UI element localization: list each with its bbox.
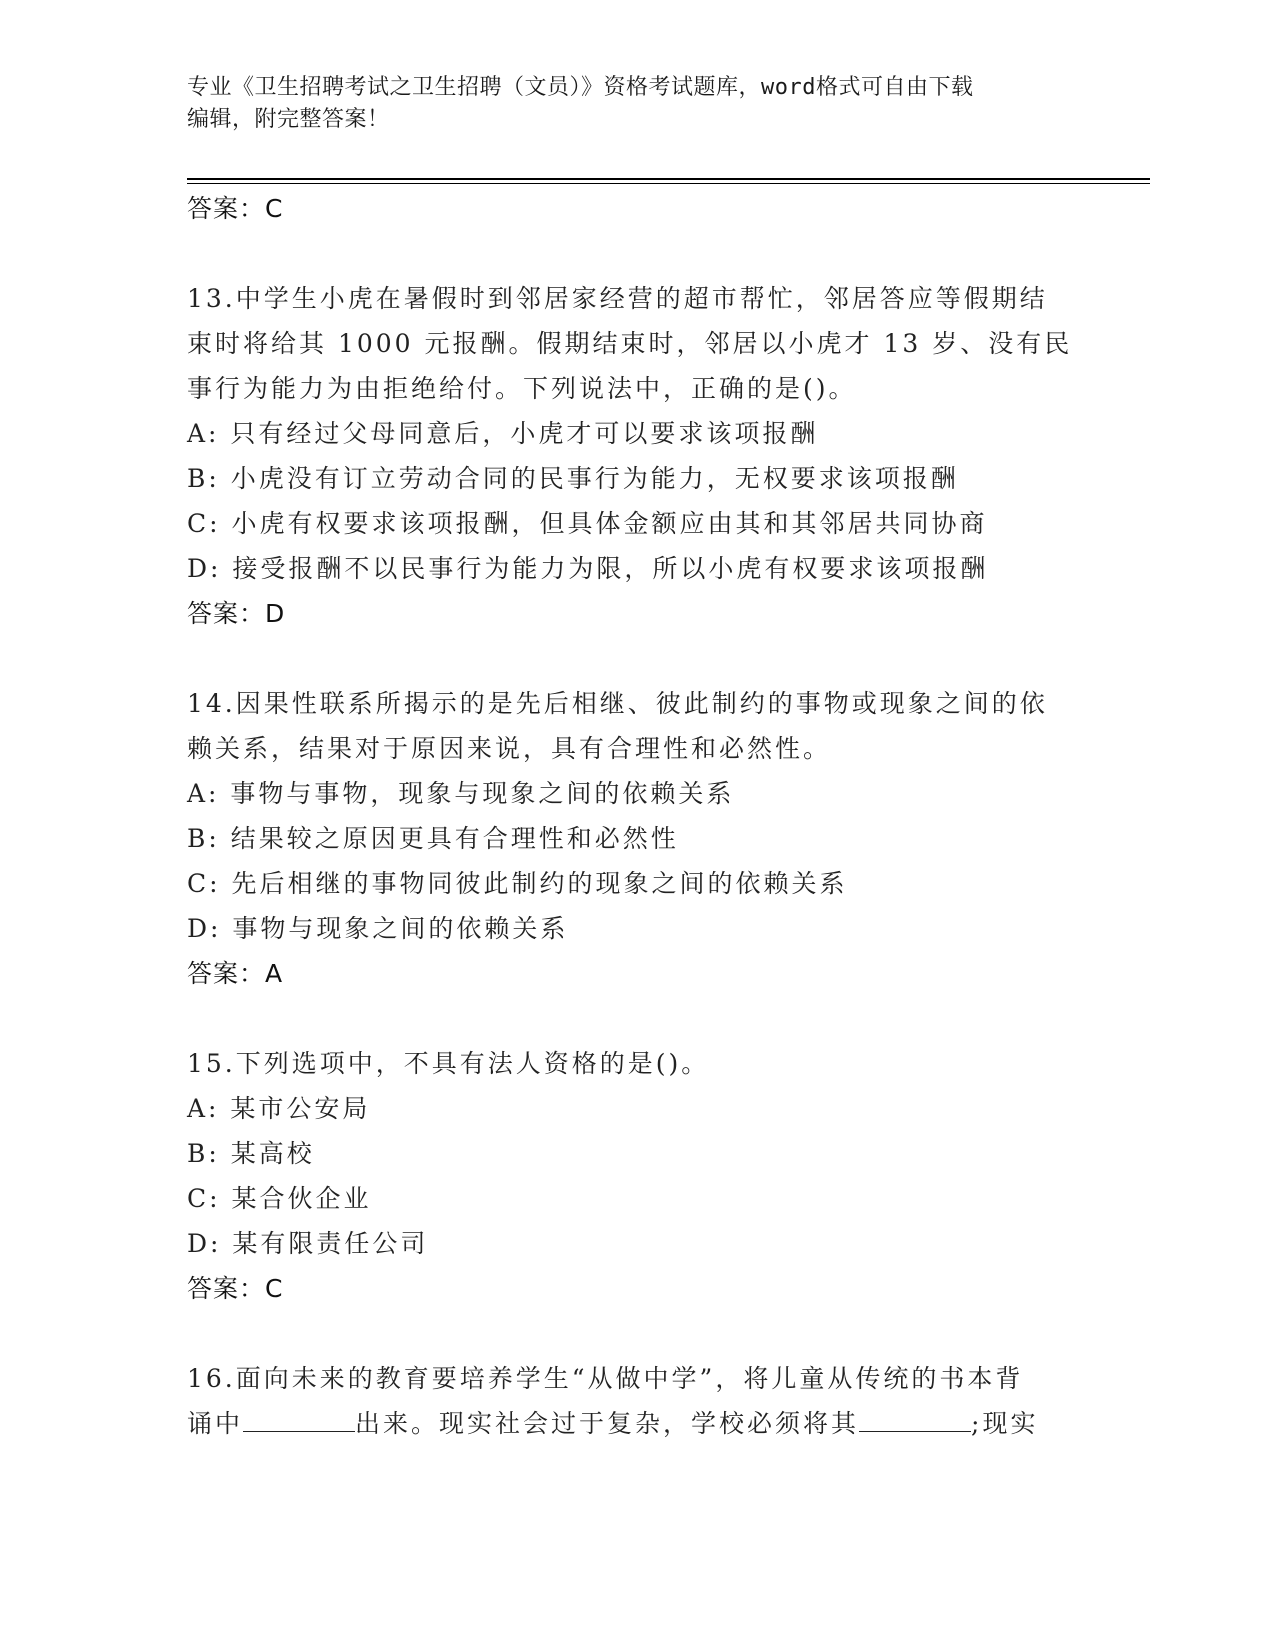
question-14	[187, 681, 1087, 996]
answer-line: 答案：D	[187, 599, 286, 628]
question-stem: 14.因果性联系所揭示的是先后相继、彼此制约的事物或现象之间的依	[187, 689, 1048, 718]
question-stem-with-blanks	[187, 1401, 1087, 1446]
option-c: C: 先后相继的事物同彼此制约的现象之间的依赖关系	[187, 869, 848, 898]
question-stem: 13.中学生小虎在暑假时到邻居家经营的超市帮忙，邻居答应等假期结	[187, 284, 1048, 313]
option-d: D: 某有限责任公司	[187, 1229, 429, 1258]
question-stem: 束时将给其 1000 元报酬。假期结束时，邻居以小虎才 13 岁、没有民	[187, 329, 1073, 358]
question-stem: 事行为能力为由拒绝给付。下列说法中，正确的是()。	[187, 374, 857, 403]
answer-line: 答案：C	[187, 194, 284, 223]
answer-line: 答案：A	[187, 959, 284, 988]
header-divider-thick	[187, 178, 1150, 180]
option-a: A: 某市公安局	[187, 1094, 371, 1123]
question-stem: 15.下列选项中，不具有法人资格的是()。	[187, 1049, 710, 1078]
option-b: B: 结果较之原因更具有合理性和必然性	[187, 824, 679, 853]
question-list	[187, 186, 1087, 1446]
option-b: B: 小虎没有订立劳动合同的民事行为能力，无权要求该项报酬	[187, 464, 959, 493]
fill-in-blank	[859, 1405, 971, 1432]
stem-segment: ;现实	[971, 1409, 1039, 1438]
option-b: B: 某高校	[187, 1139, 315, 1168]
fill-in-blank	[243, 1405, 355, 1432]
question-stem: 赖关系，结果对于原因来说，具有合理性和必然性。	[187, 734, 832, 763]
option-d: D: 接受报酬不以民事行为能力为限，所以小虎有权要求该项报酬	[187, 554, 989, 583]
question-15	[187, 1041, 1087, 1311]
option-c: C: 小虎有权要求该项报酬，但具体金额应由其和其邻居共同协商	[187, 509, 988, 538]
option-c: C: 某合伙企业	[187, 1184, 372, 1213]
header-line-1: 专业《卫生招聘考试之卫生招聘（文员）》资格考试题库，word格式可自由下载	[187, 75, 974, 100]
question-16	[187, 1356, 1087, 1446]
question-stem: 16.面向未来的教育要培养学生“从做中学”，将儿童从传统的书本背	[187, 1364, 1024, 1393]
stem-segment: 诵中	[187, 1409, 244, 1438]
header-divider-thin	[187, 183, 1150, 184]
question-13	[187, 276, 1087, 636]
option-a: A: 事物与事物，现象与现象之间的依赖关系	[187, 779, 735, 808]
document-header	[187, 72, 1087, 136]
option-d: D: 事物与现象之间的依赖关系	[187, 914, 569, 943]
header-line-2: 编辑，附完整答案！	[187, 107, 390, 132]
stem-segment: 出来。现实社会过于复杂，学校必须将其	[355, 1409, 860, 1438]
option-a: A: 只有经过父母同意后，小虎才可以要求该项报酬	[187, 419, 819, 448]
answer-line: 答案：C	[187, 1274, 284, 1303]
